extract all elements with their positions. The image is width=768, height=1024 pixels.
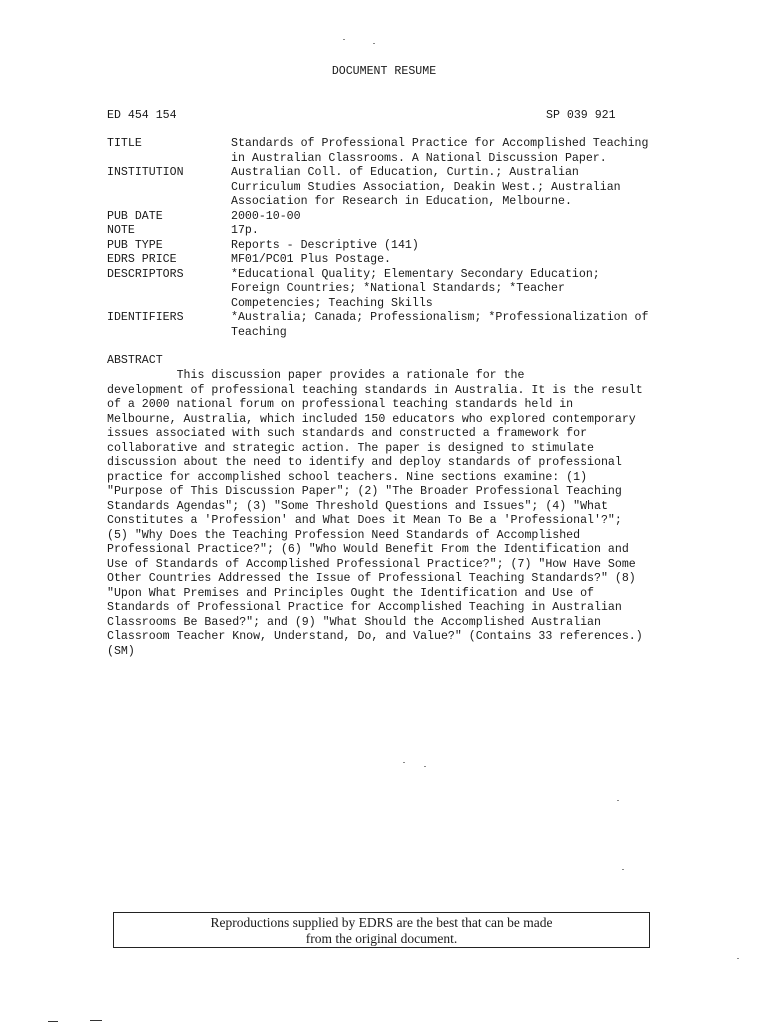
- reproduction-notice: [113, 912, 650, 948]
- field-value: 17p.: [231, 224, 259, 237]
- field-label: PUB TYPE: [107, 238, 163, 252]
- field-title: [107, 137, 671, 166]
- field-label: PUB DATE: [107, 209, 163, 223]
- scan-speck: [403, 762, 405, 763]
- scan-speck: [622, 869, 624, 870]
- field-edrs-price: [107, 253, 671, 268]
- document-title: DOCUMENT RESUME: [331, 65, 437, 78]
- sp-number: SP 039 921: [546, 109, 616, 122]
- field-value: *Australia; Canada; Professionalism; *Professionalization of Teaching: [231, 311, 649, 339]
- scan-corner-mark: [48, 1021, 58, 1022]
- abstract-body: This discussion paper provides a rationale for the development of professional teaching standards in Australia. It is the result of a 2000 national forum on professional teaching standards held in Melbourne, Australia, which included 150 educators who explored contemporary issues associated with such standards and constructed a framework for collaborative and strategic action. The paper is designed to stimulate discussion about the need to identify and deploy standards of professional practice for accomplished school teachers. Nine sections examine: (1) "Purpose of This Discussion Paper"; (2) "The Broader Professional Teaching Standards Agendas"; (3) "Some Threshold Questions and Issues"; (4) "What Constitutes a 'Profession' and What Does it Mean To Be a 'Professional'?"; (5) "Why Does the Teaching Profession Need Standards of Accomplished Professional Practice?"; (6) "Who Would Benefit From the Identification and Use of Standards of Accomplished Professional Practice?"; (7) "How Have Some Other Countries Addressed the Issue of Professional Teaching Standards?" (8) "Upon What Premises and Principles Ought the Identification and Use of Standards of Professional Practice for Accomplished Teaching in Australian Classrooms Be Based?"; and (9) "What Should the Accomplished Australian Classroom Teacher Know, Understand, Do, and Value?" (Contains 33 references.) (SM): [107, 369, 643, 658]
- field-pub-date: [107, 210, 671, 225]
- scan-speck: [424, 766, 426, 767]
- field-label: INSTITUTION: [107, 166, 184, 179]
- field-value: 2000-10-00: [231, 209, 301, 223]
- field-label: NOTE: [107, 224, 135, 237]
- ed-number: ED 454 154: [107, 109, 177, 122]
- field-institution: [107, 166, 671, 210]
- reproduction-notice-line-2: from the original document.: [305, 931, 458, 946]
- field-descriptors: [107, 268, 671, 312]
- metadata-fields: [107, 137, 671, 340]
- scan-speck: [617, 800, 619, 801]
- field-value: Australian Coll. of Education, Curtin.; Australian Curriculum Studies Association, Deakin West.; Australian Association for Research in Education, Melbourne.: [231, 166, 621, 208]
- abstract-label: ABSTRACT: [107, 354, 163, 367]
- field-label: IDENTIFIERS: [107, 311, 184, 324]
- field-value: *Educational Quality; Elementary Secondary Education; Foreign Countries; *National Standards; *Teacher Competencies; Teaching Skills: [231, 267, 600, 310]
- field-value: Standards of Professional Practice for Accomplished Teaching in Australian Classrooms. A National Discussion Paper.: [231, 137, 649, 165]
- field-label: DESCRIPTORS: [107, 267, 184, 281]
- field-note: [107, 224, 671, 239]
- field-pub-type: [107, 239, 671, 254]
- field-label: EDRS PRICE: [107, 253, 177, 266]
- scan-speck: [737, 958, 739, 959]
- field-value: MF01/PC01 Plus Postage.: [231, 253, 392, 266]
- scan-speck: [343, 39, 345, 40]
- field-value: Reports - Descriptive (141): [231, 238, 419, 252]
- reproduction-notice-line-1: Reproductions supplied by EDRS are the best that can be made: [210, 915, 553, 930]
- scan-corner-mark: [90, 1020, 102, 1021]
- field-label: TITLE: [107, 137, 142, 150]
- field-identifiers: [107, 311, 671, 340]
- scan-speck: [373, 43, 375, 44]
